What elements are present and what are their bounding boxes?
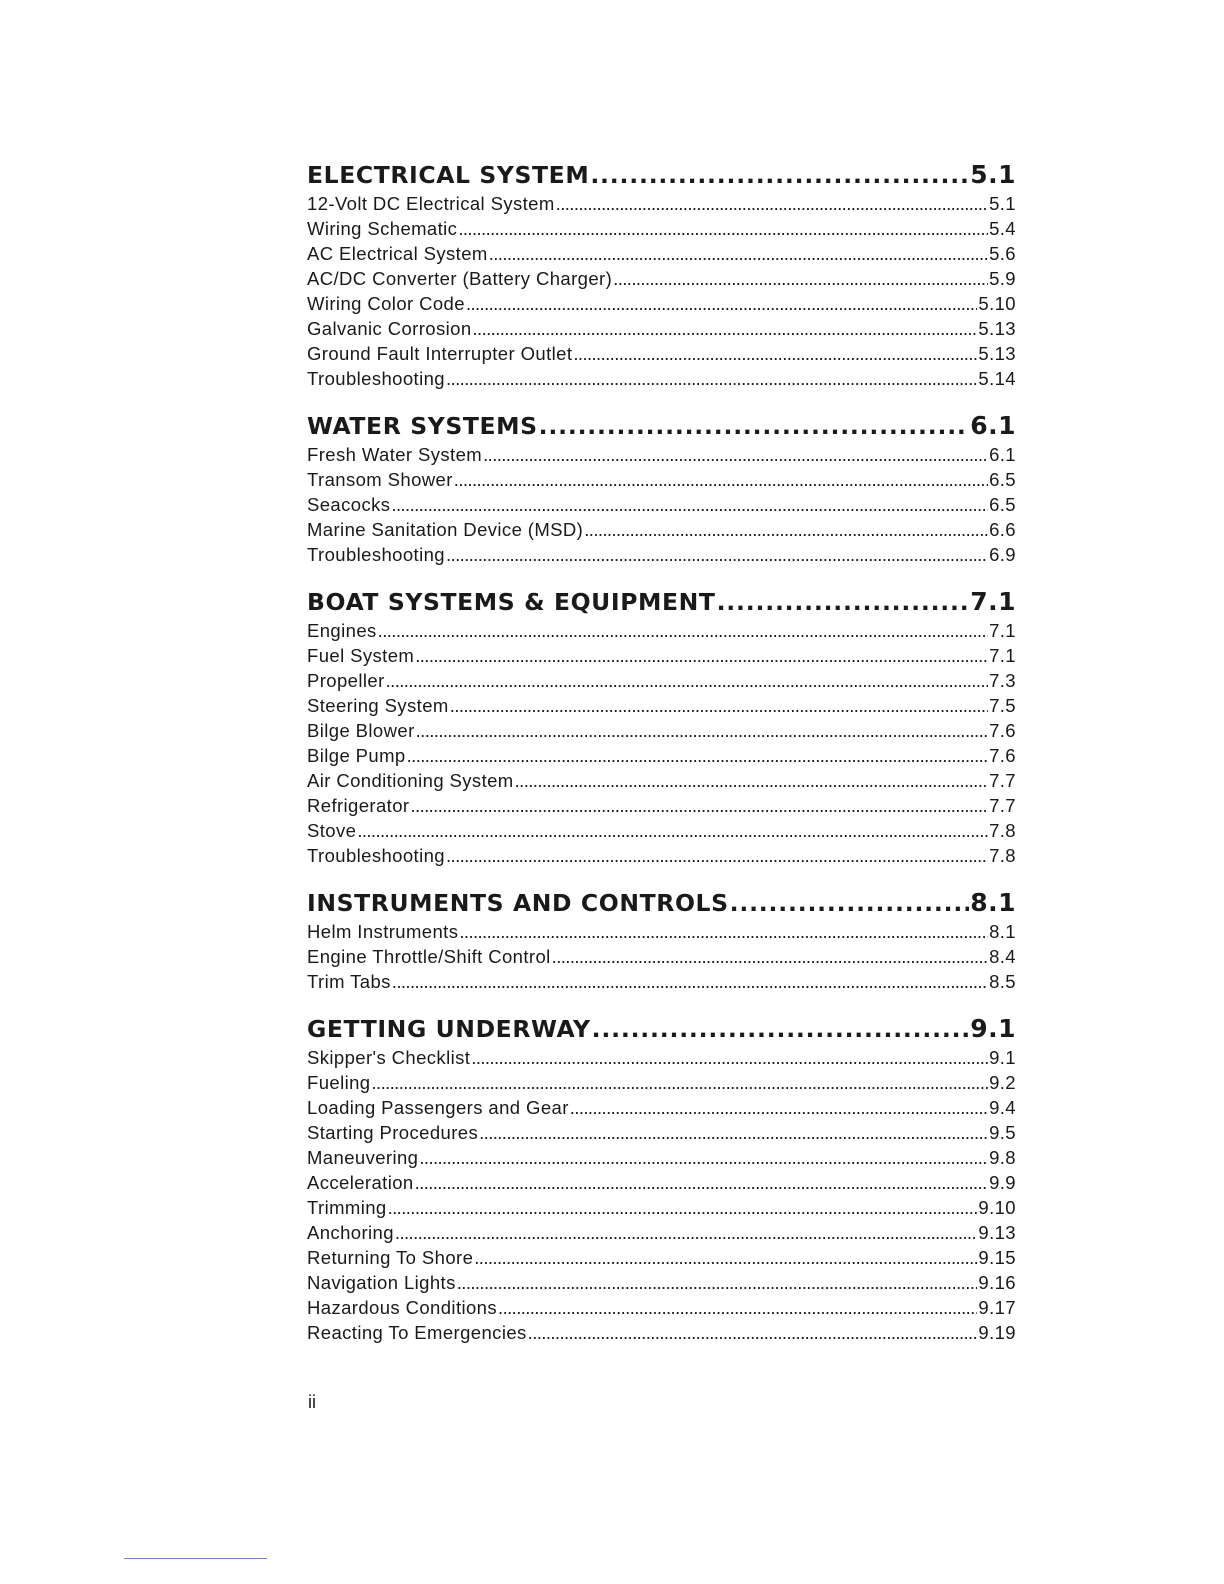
entry-title: Refrigerator [307, 795, 410, 816]
dot-leader [357, 818, 988, 843]
dot-leader [378, 618, 988, 643]
entry-page: 6.5 [989, 469, 1016, 490]
dot-leader [717, 586, 970, 618]
entry-title: Starting Procedures [307, 1122, 479, 1143]
dot-leader [450, 693, 988, 718]
toc-section-getting-underway [307, 1012, 1016, 1345]
entry-title: 12-Volt DC Electrical System [307, 193, 555, 214]
section-page: 9.1 [970, 1014, 1016, 1043]
entry-page: 6.1 [989, 444, 1016, 465]
entry-title: Fresh Water System [307, 444, 483, 465]
dot-leader [474, 1245, 977, 1270]
dot-leader [466, 291, 977, 316]
toc-entry[interactable] [307, 442, 1016, 467]
entry-title: Steering System [307, 695, 449, 716]
entry-page: 5.13 [978, 318, 1016, 339]
dot-leader [479, 1120, 988, 1145]
dot-leader [556, 191, 988, 216]
entry-page: 8.5 [989, 971, 1016, 992]
entry-title: Trimming [307, 1197, 387, 1218]
entry-title: Bilge Pump [307, 745, 406, 766]
entry-title: Seacocks [307, 494, 391, 515]
dot-leader [454, 467, 988, 492]
toc-section-electrical-system [307, 158, 1016, 391]
toc-entry[interactable] [307, 216, 1016, 241]
entry-title: Hazardous Conditions [307, 1297, 498, 1318]
entry-page: 8.1 [989, 921, 1016, 942]
toc-entry[interactable] [307, 944, 1016, 969]
entry-page: 5.9 [989, 268, 1016, 289]
entry-title: Propeller [307, 670, 385, 691]
entry-title: Navigation Lights [307, 1272, 456, 1293]
entry-title: Marine Sanitation Device (MSD) [307, 519, 584, 540]
toc-entry[interactable] [307, 1120, 1016, 1145]
entry-page: 5.4 [989, 218, 1016, 239]
entry-page: 9.8 [989, 1147, 1016, 1168]
entry-page: 7.1 [989, 645, 1016, 666]
entry-title: Anchoring [307, 1222, 394, 1243]
entry-page: 5.1 [989, 193, 1016, 214]
toc-entry[interactable] [307, 969, 1016, 994]
toc-entry[interactable] [307, 467, 1016, 492]
dot-leader [613, 266, 988, 291]
entry-title: Transom Shower [307, 469, 453, 490]
entry-page: 5.13 [978, 343, 1016, 364]
entry-title: Loading Passengers and Gear [307, 1097, 569, 1118]
toc-entry[interactable] [307, 1220, 1016, 1245]
dot-leader [471, 1045, 988, 1070]
toc-entry[interactable] [307, 743, 1016, 768]
entry-page: 9.16 [978, 1272, 1016, 1293]
dot-leader [415, 643, 988, 668]
entry-page: 6.9 [989, 544, 1016, 565]
entry-page: 9.10 [978, 1197, 1016, 1218]
dot-leader [539, 410, 970, 442]
entry-title: Wiring Schematic [307, 218, 458, 239]
entry-title: Troubleshooting [307, 845, 445, 866]
entry-title: Air Conditioning System [307, 770, 514, 791]
dot-leader [552, 944, 988, 969]
entry-page: 7.8 [989, 820, 1016, 841]
table-of-contents [307, 158, 1016, 1363]
toc-entry[interactable] [307, 1270, 1016, 1295]
entry-title: Engine Throttle/Shift Control [307, 946, 551, 967]
toc-entry[interactable] [307, 492, 1016, 517]
entry-title: Acceleration [307, 1172, 414, 1193]
entry-page: 7.8 [989, 845, 1016, 866]
entry-page: 8.4 [989, 946, 1016, 967]
toc-entry[interactable] [307, 843, 1016, 868]
toc-entry[interactable] [307, 718, 1016, 743]
toc-entry[interactable] [307, 241, 1016, 266]
entry-page: 5.6 [989, 243, 1016, 264]
page-number: ii [308, 1392, 316, 1412]
entry-page: 9.2 [989, 1072, 1016, 1093]
entry-page: 5.14 [978, 368, 1016, 389]
dot-leader [528, 1320, 978, 1345]
dot-leader [392, 969, 988, 994]
dot-leader [416, 718, 988, 743]
dot-leader [573, 341, 977, 366]
toc-entry[interactable] [307, 517, 1016, 542]
section-heading[interactable] [307, 886, 1016, 919]
dot-leader [730, 887, 970, 919]
toc-section-water-systems [307, 409, 1016, 567]
entry-page: 9.4 [989, 1097, 1016, 1118]
section-title: WATER SYSTEMS [307, 412, 538, 440]
dot-leader [446, 542, 988, 567]
section-heading[interactable] [307, 1012, 1016, 1045]
dot-leader [515, 768, 988, 793]
toc-entry[interactable] [307, 1295, 1016, 1320]
entry-title: Ground Fault Interrupter Outlet [307, 343, 573, 364]
dot-leader [459, 919, 988, 944]
toc-entry[interactable] [307, 668, 1016, 693]
dot-leader [498, 1295, 977, 1320]
dot-leader [446, 843, 988, 868]
entry-title: Wiring Color Code [307, 293, 465, 314]
scan-edge-line [124, 1558, 267, 1559]
dot-leader [570, 1095, 988, 1120]
toc-entry[interactable] [307, 1195, 1016, 1220]
section-title: GETTING UNDERWAY [307, 1015, 591, 1043]
entry-title: Bilge Blower [307, 720, 415, 741]
section-title: BOAT SYSTEMS & EQUIPMENT [307, 588, 716, 616]
entry-page: 9.17 [978, 1297, 1016, 1318]
entry-page: 7.6 [989, 720, 1016, 741]
dot-leader [395, 1220, 977, 1245]
dot-leader [371, 1070, 988, 1095]
section-heading[interactable] [307, 158, 1016, 191]
entry-page: 7.1 [989, 620, 1016, 641]
toc-section-boat-systems-equipment [307, 585, 1016, 868]
toc-entry[interactable] [307, 1145, 1016, 1170]
dot-leader [483, 442, 988, 467]
dot-leader [592, 1013, 970, 1045]
toc-section-instruments-and-controls [307, 886, 1016, 994]
toc-entry[interactable] [307, 793, 1016, 818]
dot-leader [386, 668, 988, 693]
entry-page: 6.6 [989, 519, 1016, 540]
entry-page: 9.9 [989, 1172, 1016, 1193]
toc-entry[interactable] [307, 1320, 1016, 1345]
entry-title: AC/DC Converter (Battery Charger) [307, 268, 613, 289]
section-title: ELECTRICAL SYSTEM [307, 161, 590, 189]
section-heading[interactable] [307, 585, 1016, 618]
dot-leader [458, 216, 988, 241]
dot-leader [457, 1270, 978, 1295]
dot-leader [446, 366, 977, 391]
dot-leader [473, 316, 978, 341]
toc-entry[interactable] [307, 191, 1016, 216]
toc-entry[interactable] [307, 316, 1016, 341]
section-title: INSTRUMENTS AND CONTROLS [307, 889, 729, 917]
entry-title: Trim Tabs [307, 971, 391, 992]
entry-page: 7.7 [989, 795, 1016, 816]
entry-page: 9.15 [978, 1247, 1016, 1268]
toc-entry[interactable] [307, 768, 1016, 793]
toc-entry[interactable] [307, 1170, 1016, 1195]
dot-leader [415, 1170, 988, 1195]
dot-leader [391, 492, 988, 517]
section-heading[interactable] [307, 409, 1016, 442]
entry-page: 9.19 [978, 1322, 1016, 1343]
entry-page: 7.7 [989, 770, 1016, 791]
toc-entry[interactable] [307, 291, 1016, 316]
toc-entry[interactable] [307, 266, 1016, 291]
dot-leader [407, 743, 988, 768]
toc-entry[interactable] [307, 341, 1016, 366]
toc-entry[interactable] [307, 1245, 1016, 1270]
dot-leader [388, 1195, 978, 1220]
entry-title: Helm Instruments [307, 921, 459, 942]
entry-title: Galvanic Corrosion [307, 318, 472, 339]
entry-page: 7.3 [989, 670, 1016, 691]
section-page: 8.1 [970, 888, 1016, 917]
section-page: 6.1 [970, 411, 1016, 440]
dot-leader [590, 159, 969, 191]
toc-entry[interactable] [307, 366, 1016, 391]
toc-entry[interactable] [307, 618, 1016, 643]
entry-title: Returning To Shore [307, 1247, 474, 1268]
section-page: 5.1 [970, 160, 1016, 189]
entry-title: Stove [307, 820, 357, 841]
entry-title: Fuel System [307, 645, 415, 666]
entry-title: Troubleshooting [307, 368, 445, 389]
toc-entry[interactable] [307, 693, 1016, 718]
entry-page: 7.6 [989, 745, 1016, 766]
toc-entry[interactable] [307, 818, 1016, 843]
entry-page: 9.1 [989, 1047, 1016, 1068]
toc-entry[interactable] [307, 1095, 1016, 1120]
entry-page: 9.13 [978, 1222, 1016, 1243]
entry-page: 5.10 [978, 293, 1016, 314]
dot-leader [419, 1145, 988, 1170]
toc-entry[interactable] [307, 1045, 1016, 1070]
dot-leader [584, 517, 988, 542]
toc-entry[interactable] [307, 919, 1016, 944]
entry-title: Maneuvering [307, 1147, 419, 1168]
entry-page: 6.5 [989, 494, 1016, 515]
entry-title: Troubleshooting [307, 544, 445, 565]
entry-title: AC Electrical System [307, 243, 488, 264]
entry-page: 9.5 [989, 1122, 1016, 1143]
dot-leader [410, 793, 988, 818]
section-page: 7.1 [970, 587, 1016, 616]
entry-page: 7.5 [989, 695, 1016, 716]
toc-entry[interactable] [307, 1070, 1016, 1095]
entry-title: Fueling [307, 1072, 371, 1093]
toc-entry[interactable] [307, 542, 1016, 567]
dot-leader [489, 241, 988, 266]
toc-entry[interactable] [307, 643, 1016, 668]
entry-title: Engines [307, 620, 377, 641]
entry-title: Reacting To Emergencies [307, 1322, 527, 1343]
entry-title: Skipper's Checklist [307, 1047, 471, 1068]
